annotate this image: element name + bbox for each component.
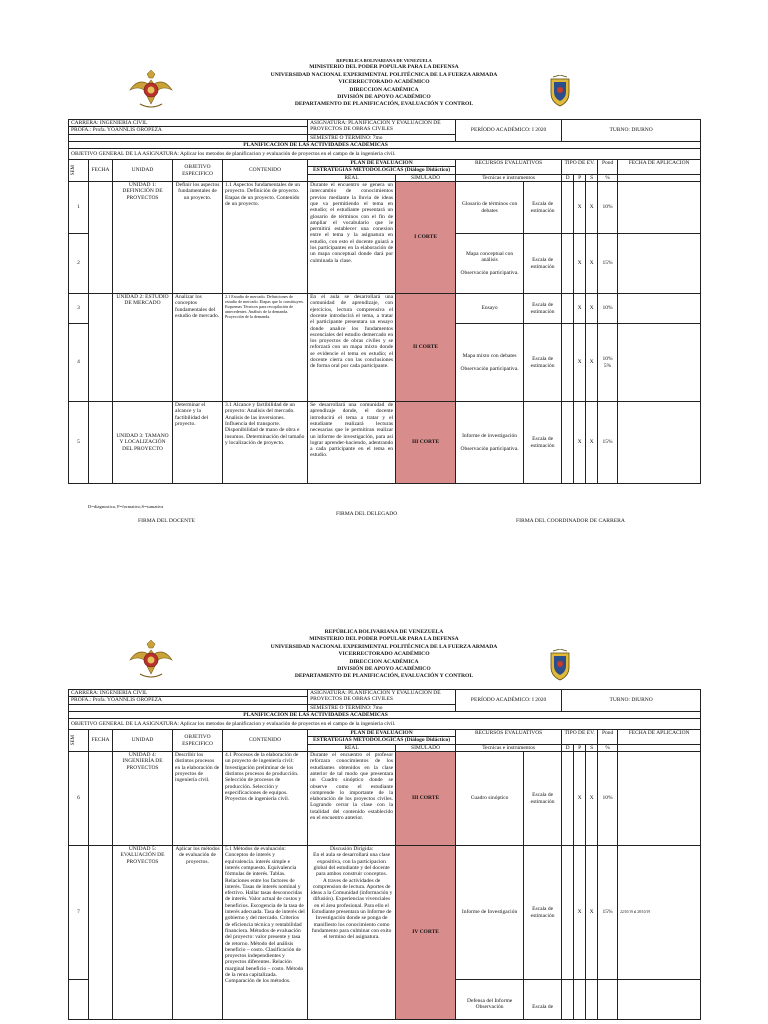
row-pond: 10% xyxy=(598,752,618,846)
col-tipo: TIPO DE EV. xyxy=(562,160,598,175)
header-line: DEPARTAMENTO DE PLANIFICACIÓN, EVALUACIÓN Y CONTROL xyxy=(294,673,474,680)
firma-delegado: FIRMA DEL DELEGADO xyxy=(336,511,398,517)
row-sem: 6 xyxy=(69,752,89,846)
row-objetivo: Aplicar los métodos de evaluación de proyectos. xyxy=(173,846,223,1020)
firma-docente: FIRMA DEL DOCENTE xyxy=(138,518,195,524)
row-instrumento: Escala de estimación xyxy=(524,294,562,324)
periodo-cell: PERÍODO ACADÉMICO: I 2020 xyxy=(456,120,562,142)
row-p: X xyxy=(574,234,586,294)
table-row xyxy=(69,846,701,980)
row-instrumento: Escala de xyxy=(524,980,562,1020)
row-contenido: 1.1 Aspectos fundamentales de un proyecto. Definición de proyecto. Etapas de un proyecto. Contenido de un proyecto. xyxy=(223,182,308,294)
profa-cell: PROFA.: Profa. YOANNLIS OROPEZA xyxy=(69,127,308,134)
firma-coordinador: FIRMA DEL COORDINADOR DE CARRERA xyxy=(516,518,625,524)
row-real: En el aula se desarrollará una comunidad de aprendizaje, con ejercicios, lectura comprensiva el docente introducirá el tema, a tratar el participante presentara un ensayo donde analice los fundamentos escenciales del estudio demercado en los proyectos de obras civiles y se reforzará con un mapa mixto donde se evidencie el tema en estudio; el docente cierra con las conclusiones de forma oral por cada participante. xyxy=(308,294,396,402)
turno-cell: TURNO: DIURNO xyxy=(562,120,701,142)
row-p: X xyxy=(574,846,586,980)
row-p: X xyxy=(574,402,586,484)
row-pond: 15% xyxy=(598,234,618,294)
legend-text: D=diagnostica, F=formativo,S=sumativa xyxy=(88,504,164,509)
document-header xyxy=(0,629,768,681)
row-sem: 2 xyxy=(69,234,89,294)
col-plan-eval: PLAN DE EVALUACION xyxy=(308,160,456,167)
col-pond: Pond xyxy=(598,160,618,175)
row-s: X xyxy=(586,846,598,980)
col-tecnicas: Tecnicas e instrumentos xyxy=(456,744,562,751)
row-instrumento: Escala de estimación xyxy=(524,402,562,484)
corte-cell: III CORTE xyxy=(396,402,456,484)
row-s: X xyxy=(586,294,598,324)
row-objetivo: Describir los distintos procesos en la elaboración de proyectos de ingeniería civil. xyxy=(173,752,223,846)
header-line: DIRECCION ACADÉMICA xyxy=(349,86,419,93)
row-tecnica: Mapa conceptual con análisis Observación participativa. xyxy=(456,234,524,294)
col-fecha: FECHA xyxy=(89,160,113,182)
col-fecha: FECHA xyxy=(89,730,113,752)
row-tecnica: Glosario de términos con debates xyxy=(456,182,524,234)
university-emblem-icon xyxy=(128,70,174,110)
col-objetivo: OBJETIVO ESPECIFICO xyxy=(173,730,223,752)
row-s: X xyxy=(586,402,598,484)
col-real: REAL xyxy=(308,174,396,181)
row-sem: 1 xyxy=(69,182,89,234)
row-sem: 3 xyxy=(69,294,89,324)
semestre-cell: SEMESTRE O TERMINO: 7mo xyxy=(308,134,456,141)
row-s: X xyxy=(586,752,598,846)
col-pct: % xyxy=(598,174,618,181)
col-estrategias: ESTRATEGIAS METODOLOGICAS (Diálogo Didáctico) xyxy=(308,167,456,174)
row-real: Discusión Dirigida: En el aula se desarrollará una clase expositiva, con la participacion global del estudiante y del docente para ambos construir conceptos. A traves de actividades de comprension de lectura. Aportes de ideas a la Comunidad (información y difusión). Experiencias vivenciales en el área profesional. Para ello el Estudiante presentara un Informe de Investigación donde se ponga de manifiesto los conocimiento como fundamento para culminar con exito el termino del asignatura. xyxy=(308,846,396,1020)
corte-cell: I CORTE xyxy=(396,182,456,294)
row-instrumento: Escala de estimación xyxy=(524,752,562,846)
plan-title: PLANIFICACION DE LAS ACTIVIDADES ACADÉMICAS xyxy=(69,141,701,148)
asignatura-cell: ASIGNATURA: PLANIFICACION Y EVALUACION DE PROYECTOS DE OBRAS CIVILES xyxy=(308,120,456,135)
row-fecha-apl: 22/10/19 al 28/10/19 xyxy=(618,846,701,980)
corte-cell: III CORTE xyxy=(396,752,456,846)
row-pond: 15% xyxy=(598,846,618,980)
row-objetivo: Analizar los conceptos fundamentales del estudio de mercado. xyxy=(173,294,223,402)
row-real: Se desarrollará una comunidad de aprendizaje donde, el docente introducirá el tema a tratar y el estudiante realizará lecturas necesarias que le permitiran realizar un informe de investigación, para así lograr aprender-haciendo, adentrando a cada participante en el tema en estudio. xyxy=(308,402,396,484)
col-pct: % xyxy=(598,744,618,751)
col-s: S xyxy=(586,744,598,751)
row-tecnica: Mapa mixto con debates Observación participativa. xyxy=(456,324,524,402)
col-simulado: SIMULADO xyxy=(396,174,456,181)
row-instrumento: Escala de estimación xyxy=(524,846,562,980)
carrera-cell: CARRERA: INGENIERÍA CIVIL xyxy=(69,690,308,697)
header-line: DEPARTAMENTO DE PLANIFICACIÓN, EVALUACIÓN Y CONTROL xyxy=(294,101,474,108)
row-contenido: 5.1 Métodos de evaluación: Conceptos de interés y equivalencia. interés simple e interés compuesto. Equivalencia fórmulas de interés. Tablas. Relaciones entre los factores de interés. Tasas de interés nominal y efectivo. Hallar tasas desconocidas de interés. Valor actual de costos y beneficios. Escogencia de la tasa de interés adecuada. Tasa de interés del gobierno y del mercado. Criterios de eficiencia técnica y rentabilidad financiera. Métodos de evaluación del proyecto: valor presente y tasa de retorno. Método del análisis beneficio – costo. Clasificación de proyectos independientes y proyectos diferentes. Relación marginal beneficio – costo. Método de la renta capitalizada. Comparación de los métodos. xyxy=(223,846,308,1020)
objetivo-general: OBJETIVO GENERAL DE LA ASIGNATURA: Aplicar los metodos de planificacion y evaluación de proyectos en el campo de la ingenieria civil. xyxy=(69,149,701,160)
row-unidad: UNIDAD 3: TAMANO Y LOCALIZACIÓN DEL PROYECTO xyxy=(113,402,173,484)
header-line: REPUBLICA BOLIVARIANA DE VENEZUELA xyxy=(336,58,432,63)
col-d: D xyxy=(562,174,574,181)
col-recursos: RECURSOS EVALUATIVOS xyxy=(456,160,562,175)
col-contenido: CONTENIDO xyxy=(223,730,308,752)
row-pond: 10% 5% xyxy=(598,324,618,402)
row-sem: 5 xyxy=(69,402,89,484)
col-recursos: RECURSOS EVALUATIVOS xyxy=(456,730,562,745)
col-plan-eval: PLAN DE EVALUACION xyxy=(308,730,456,737)
row-p: X xyxy=(574,294,586,324)
table-row xyxy=(69,182,701,234)
carrera-cell: CARRERA: INGENIERÍA CIVIL xyxy=(69,120,308,127)
row-pond: 10% xyxy=(598,182,618,234)
row-instrumento: Escala de estimación xyxy=(524,182,562,234)
row-pond: 15% xyxy=(598,402,618,484)
header-line: UNIVERSIDAD NACIONAL EXPERIMENTAL POLITÉCNICA DE LA FUERZA ARMADA xyxy=(270,71,498,78)
table-row xyxy=(69,294,701,324)
row-tecnica: Cuadro sinóptico xyxy=(456,752,524,846)
row-real: Durante el encuentro se genera un intercambio de conocimientos previos mediante la lluvia de ideas que va permitiendo el tema en estudio; el estudiante presentará un glosario de términos con el fin de ampliar el vocabulario que le permitirá establecer una conexion entre el tema y la asignatura en estudio, con esto el docente guiará a los participantes en la elaboración de un mapa conceptual donde dará por culminada la clase. xyxy=(308,182,396,294)
table-row xyxy=(69,752,701,846)
col-fecha-apl: FECHA DE APLICACION xyxy=(618,160,701,175)
header-line: VICERRECTORADO ACADÉMICO xyxy=(338,79,430,86)
col-real: REAL xyxy=(308,744,396,751)
row-objetivo: Definir los aspectos fundamentales de un proyecto. xyxy=(173,182,223,294)
col-fecha-apl: FECHA DE APLICACION xyxy=(618,730,701,745)
row-instrumento: Escala de estimación xyxy=(524,324,562,402)
row-s: X xyxy=(586,182,598,234)
corte-cell: II CORTE xyxy=(396,294,456,402)
col-tipo: TIPO DE EV. xyxy=(562,730,598,745)
col-objetivo: OBJETIVO ESPECIFICO xyxy=(173,160,223,182)
asignatura-cell: ASIGNATURA: PLANIFICACION Y EVALUACION DE PROYECTOS DE OBRAS CIVILES xyxy=(308,690,456,705)
row-p: X xyxy=(574,752,586,846)
col-tecnicas: Tecnicas e instrumentos xyxy=(456,174,562,181)
row-p: X xyxy=(574,324,586,402)
plan-title: PLANIFICACIÓN DE LAS ACTIVIDADES ACADÉMICAS xyxy=(69,711,701,718)
col-p: P xyxy=(574,174,586,181)
row-contenido: 2.1 Estudio de mercado. Definiciones de estudio de mercado. Etapas que lo constituyen. Esquemas Técnicos para recopilación de antecedentes. Análisis de la demanda. Proyección de la demanda. xyxy=(223,294,308,402)
university-emblem-icon xyxy=(128,640,174,680)
plan-table-page-1 xyxy=(68,119,701,484)
header-line: DIVISIÓN DE APOYO ACADÉMICO xyxy=(337,666,431,673)
row-tecnica: Informe de investigación Observación participativa. xyxy=(456,402,524,484)
row-unidad: UNIDAD 1: DEFINICIÓN DE PROYECTOS xyxy=(113,182,173,294)
col-p: P xyxy=(574,744,586,751)
col-unidad: UNIDAD xyxy=(113,730,173,752)
row-tecnica: Defensa del Informe Observación xyxy=(456,980,524,1020)
turno-cell: TURNO: DIURNO xyxy=(562,690,701,712)
header-line: DIVISIÓN DE APOYO ACADÉMICO xyxy=(337,94,431,101)
header-line: DIRECCION ACADÉMICA xyxy=(349,658,419,665)
col-sem: SEM xyxy=(71,735,76,746)
table-row xyxy=(69,402,701,484)
col-simulado: SIMULADO xyxy=(396,744,456,751)
row-instrumento: Escala de estimación xyxy=(524,234,562,294)
document-header xyxy=(0,57,768,109)
header-line: VICERRECTORADO ACADÉMICO xyxy=(338,651,430,658)
corte-cell: IV CORTE xyxy=(396,846,456,1020)
header-line: MINISTERIO DEL PODER POPULAR PARA LA DEFENSA xyxy=(309,636,459,643)
objetivo-general: OBJETIVO GENERAL DE LA ASIGNATURA: Aplicar los metodos de planificacion y evaluación de proyectos en el campo de la ingenieria civil. xyxy=(69,719,701,730)
row-tecnica: Informe de Investigación xyxy=(456,846,524,980)
header-line: UNIVERSIDAD NACIONAL EXPERIMENTAL POLITÉCNICA DE LA FUERZA ARMADA xyxy=(270,643,498,650)
col-d: D xyxy=(562,744,574,751)
profa-cell: PROFA.: Profa. YOANNLIS OROPEZA xyxy=(69,697,308,704)
semestre-cell: SEMESTRE O TERMINO: 7mo xyxy=(308,704,456,711)
col-unidad: UNIDAD xyxy=(113,160,173,182)
periodo-cell: PERÍODO ACADÉMICO: I 2020 xyxy=(456,690,562,712)
row-contenido: 4.1 Procesos de la elaboración de un proyecto de ingeniería civil: Investigación preliminar de los distintos procesos de producción. Selección de procesos de producción. Selección y especificaciones de equipos. Proyectos de ingeniería civil. xyxy=(223,752,308,846)
header-line: MINISTERIO DEL PODER POPULAR PARA LA DEFENSA xyxy=(309,64,459,71)
row-objetivo: Determinar el alcance y la factibilidad del proyecto. xyxy=(173,402,223,484)
row-unidad: UNIDAD 5: EVALUACIÓN DE PROYECTOS xyxy=(113,846,173,1020)
row-p: X xyxy=(574,182,586,234)
row-tecnica: Ensayo xyxy=(456,294,524,324)
col-s: S xyxy=(586,174,598,181)
col-pond: Pond xyxy=(598,730,618,745)
row-sem: 4 xyxy=(69,324,89,402)
plan-table-page-2 xyxy=(68,689,701,1020)
shield-crest-icon xyxy=(549,75,571,107)
row-sem: 7 xyxy=(69,846,89,980)
row-unidad: UNIDAD 4: INGENIERÍA DE PROYECTOS xyxy=(113,752,173,846)
row-s: X xyxy=(586,324,598,402)
row-contenido: 3.1 Alcance y factibilidad de un proyecto: Analisis del mercado. Analisis de las inversiones. Influencia del transporte. Disponibilidad de mano de obra e insumos. Determinación del tamaño y localización de proyecto. xyxy=(223,402,308,484)
row-pond: 10% xyxy=(598,294,618,324)
col-sem: SEM xyxy=(71,165,76,176)
row-unidad: UNIDAD 2: ESTUDIO DE MERCADO xyxy=(113,294,173,402)
col-estrategias: ESTRATEGIAS METODOLOGICAS (Diálogo Didáctico) xyxy=(308,737,456,744)
header-line: REPÚBLICA BOLIVARIANA DE VENEZUELA xyxy=(324,629,444,635)
row-s: X xyxy=(586,234,598,294)
col-contenido: CONTENIDO xyxy=(223,160,308,182)
row-real: Durante el encuentro el profesor reforzara conocimientos de los estudiantes obtenidos en la clase anterior de tal modo que presentara un Cuadro sinóptico donde se observe como el estudiante comprende lo importante de la elaboración de los proyectos civiles. Logrando cerrar la clase con la totalidad del contenido establecido en el encuentro anterior. xyxy=(308,752,396,846)
shield-crest-icon xyxy=(549,649,571,681)
